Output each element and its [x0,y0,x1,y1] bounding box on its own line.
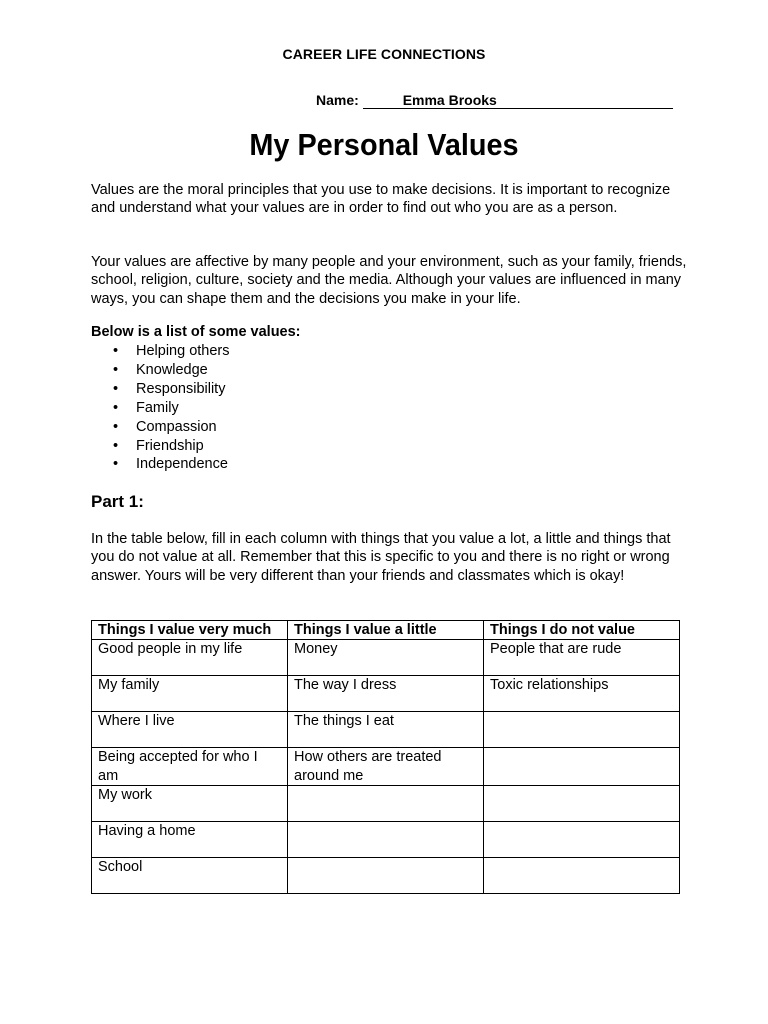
table-row [92,785,680,821]
table-cell[interactable]: Toxic relationships [484,676,680,712]
table-row [92,748,680,786]
table-header-row [92,621,680,640]
part-1-title: Part 1: [91,492,144,511]
table-cell[interactable]: The things I eat [288,712,484,748]
header-title: CAREER LIFE CONNECTIONS [282,46,486,62]
list-item: • Responsibility [91,380,230,399]
intro-paragraph-1: Values are the moral principles that you use to make decisions. It is important to recognize and understand what your values are in order to find out who you are as a person. [91,182,671,217]
list-item: • Friendship [91,437,230,456]
part-1-instructions: In the table below, fill in each column with things that you value a lot, a little and things that you do not value at all. Remember that this is specific to you and there is no right or wrong answer. Yours will be very different than your friends and classmates which is okay! [91,531,671,584]
table-row [92,712,680,748]
page-title: My Personal Values [249,127,519,162]
table-row [92,676,680,712]
table-cell[interactable] [288,821,484,857]
table-cell[interactable]: Where I live [92,712,288,748]
values-list-heading: Below is a list of some values: [91,324,301,340]
table-row [92,857,680,893]
table-cell[interactable] [288,785,484,821]
table-cell[interactable] [484,821,680,857]
table-cell[interactable]: School [92,857,288,893]
table-cell[interactable] [484,857,680,893]
table-cell[interactable]: My work [92,785,288,821]
values-table [91,620,680,894]
table-cell[interactable] [484,785,680,821]
values-list [91,342,230,474]
name-field [316,92,673,109]
list-item: • Family [91,399,230,418]
list-item: • Helping others [91,342,230,361]
table-row [92,640,680,676]
table-cell[interactable]: Money [288,640,484,676]
name-value: Emma Brooks [363,92,673,109]
table-cell[interactable]: Being accepted for who I am [92,748,288,786]
table-row [92,821,680,857]
header-value-a-little: Things I value a little [288,621,484,640]
table-cell[interactable]: How others are treated around me [288,748,484,786]
table-cell[interactable] [484,712,680,748]
name-label: Name: [316,92,359,108]
list-item: • Independence [91,455,230,474]
list-item: • Compassion [91,418,230,437]
table-cell[interactable]: Good people in my life [92,640,288,676]
table-cell[interactable]: People that are rude [484,640,680,676]
table-cell[interactable]: My family [92,676,288,712]
table-cell[interactable]: Having a home [92,821,288,857]
table-cell[interactable]: The way I dress [288,676,484,712]
table-cell[interactable] [484,748,680,786]
table-cell[interactable] [288,857,484,893]
header-value-very-much: Things I value very much [92,621,288,640]
header-do-not-value: Things I do not value [484,621,680,640]
intro-paragraph-2: Your values are affective by many people and your environment, such as your family, friends, school, religion, culture, society and the media. Although your values are influenced in many ways, you can shape them and the decisions you make in your life. [91,254,687,307]
list-item: • Knowledge [91,361,230,380]
